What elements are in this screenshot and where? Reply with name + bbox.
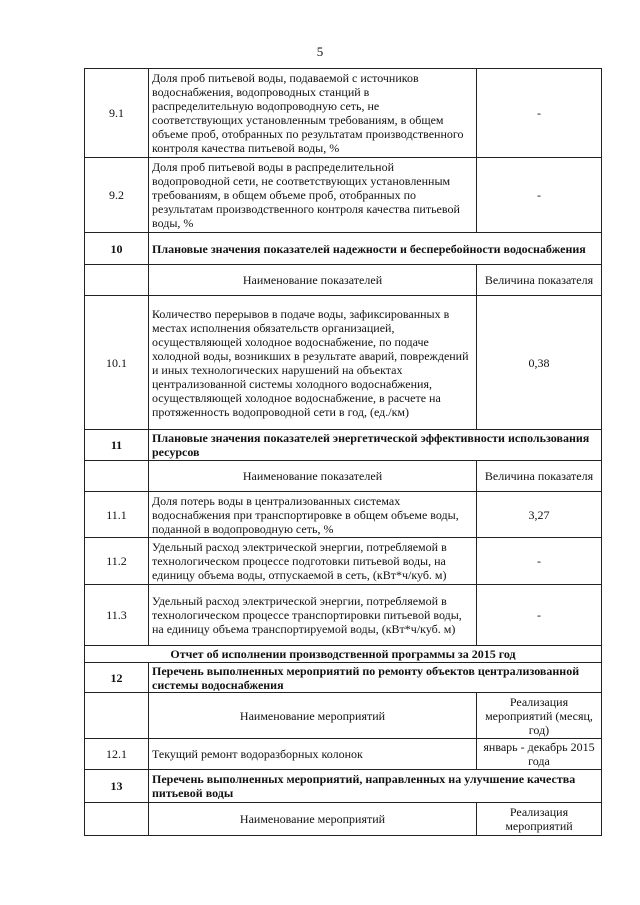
page-number: 5 [316,44,324,59]
empty-cell [85,461,149,492]
empty-cell [85,803,149,836]
empty-cell [85,265,149,296]
row-description: Количество перерывов в подаче воды, зафиксированных в местах исполнения обязательств организацией, осуществляющей холодное водоснабжение, по подаче холодной воды, возникших в результате аварий, повреждений и иных технологических нарушений на объектах централизованной системы холодного водоснабжения, осуществляющей холодное водоснабжение, в расчете на протяженность водопроводной сети в год, (ед./км) [149,296,477,430]
section-title: Плановые значения показателей энергетической эффективности использования ресурсов [149,430,602,461]
section-row [85,233,602,265]
row-description: Удельный расход электрической энергии, потребляемой в технологическом процессе транспортировки питьевой воды, на единицу объема транспортируемой воды, (кВт*ч/куб. м) [149,585,477,646]
section-number: 13 [85,770,149,803]
row-value: январь - декабрь 2015 года [477,739,602,770]
row-number: 11.1 [85,492,149,538]
row-value: 3,27 [477,492,602,538]
section-row [85,770,602,803]
section-title: Перечень выполненных мероприятий по ремонту объектов централизованной системы водоснабжения [149,663,602,693]
section-row [85,663,602,693]
row-number: 9.2 [85,158,149,233]
section-number: 10 [85,233,149,265]
row-number: 9.1 [85,69,149,158]
report-title-row [85,646,602,663]
column-header-name: Наименование показателей [149,461,477,492]
empty-cell [85,693,149,739]
column-header-value: Величина показателя [477,461,602,492]
row-number: 11.2 [85,538,149,585]
row-description: Доля проб питьевой воды, подаваемой с источников водоснабжения, водопроводных станций в распределительную водопроводную сеть, не соответствующих установленным требованиям, в общем объеме проб, отобранных по результатам производственного контроля качества питьевой воды, % [149,69,477,158]
row-description: Доля потерь воды в централизованных системах водоснабжения при транспортировке в общем объеме воды, поданной в водопроводную сеть, % [149,492,477,538]
row-number: 12.1 [85,739,149,770]
section-number: 11 [85,430,149,461]
column-header-name: Наименование мероприятий [149,693,477,739]
column-header-value: Реализация мероприятий [477,803,602,836]
section-row [85,430,602,461]
table-row [85,69,602,158]
table-row [85,296,602,430]
section-number: 12 [85,663,149,693]
column-header-name: Наименование мероприятий [149,803,477,836]
row-description: Удельный расход электрической энергии, потребляемой в технологическом процессе подготовки питьевой воды, на единицу объема воды, отпускаемой в сеть, (кВт*ч/куб. м) [149,538,477,585]
section-title: Плановые значения показателей надежности и бесперебойности водоснабжения [149,233,602,265]
row-description: Доля проб питьевой воды в распределительной водопроводной сети, не соответствующих установленным требованиям, в общем объеме проб, отобранных по результатам производственного контроля качества питьевой воды, % [149,158,477,233]
row-value: - [477,585,602,646]
column-header-row [85,693,602,739]
table-row [85,585,602,646]
row-value: - [477,69,602,158]
column-header-row [85,461,602,492]
row-value: 0,38 [477,296,602,430]
table-row [85,492,602,538]
row-value: - [477,538,602,585]
row-value: - [477,158,602,233]
table-row [85,538,602,585]
indicators-table [84,68,602,836]
column-header-row [85,803,602,836]
section-title: Перечень выполненных мероприятий, направленных на улучшение качества питьевой воды [149,770,602,803]
row-number: 10.1 [85,296,149,430]
column-header-value: Реализация мероприятий (месяц, год) [477,693,602,739]
column-header-value: Величина показателя [477,265,602,296]
report-title: Отчет об исполнении производственной программы за 2015 год [85,646,602,663]
row-description: Текущий ремонт водоразборных колонок [149,739,477,770]
column-header-row [85,265,602,296]
row-number: 11.3 [85,585,149,646]
table-row [85,158,602,233]
table-row [85,739,602,770]
column-header-name: Наименование показателей [149,265,477,296]
